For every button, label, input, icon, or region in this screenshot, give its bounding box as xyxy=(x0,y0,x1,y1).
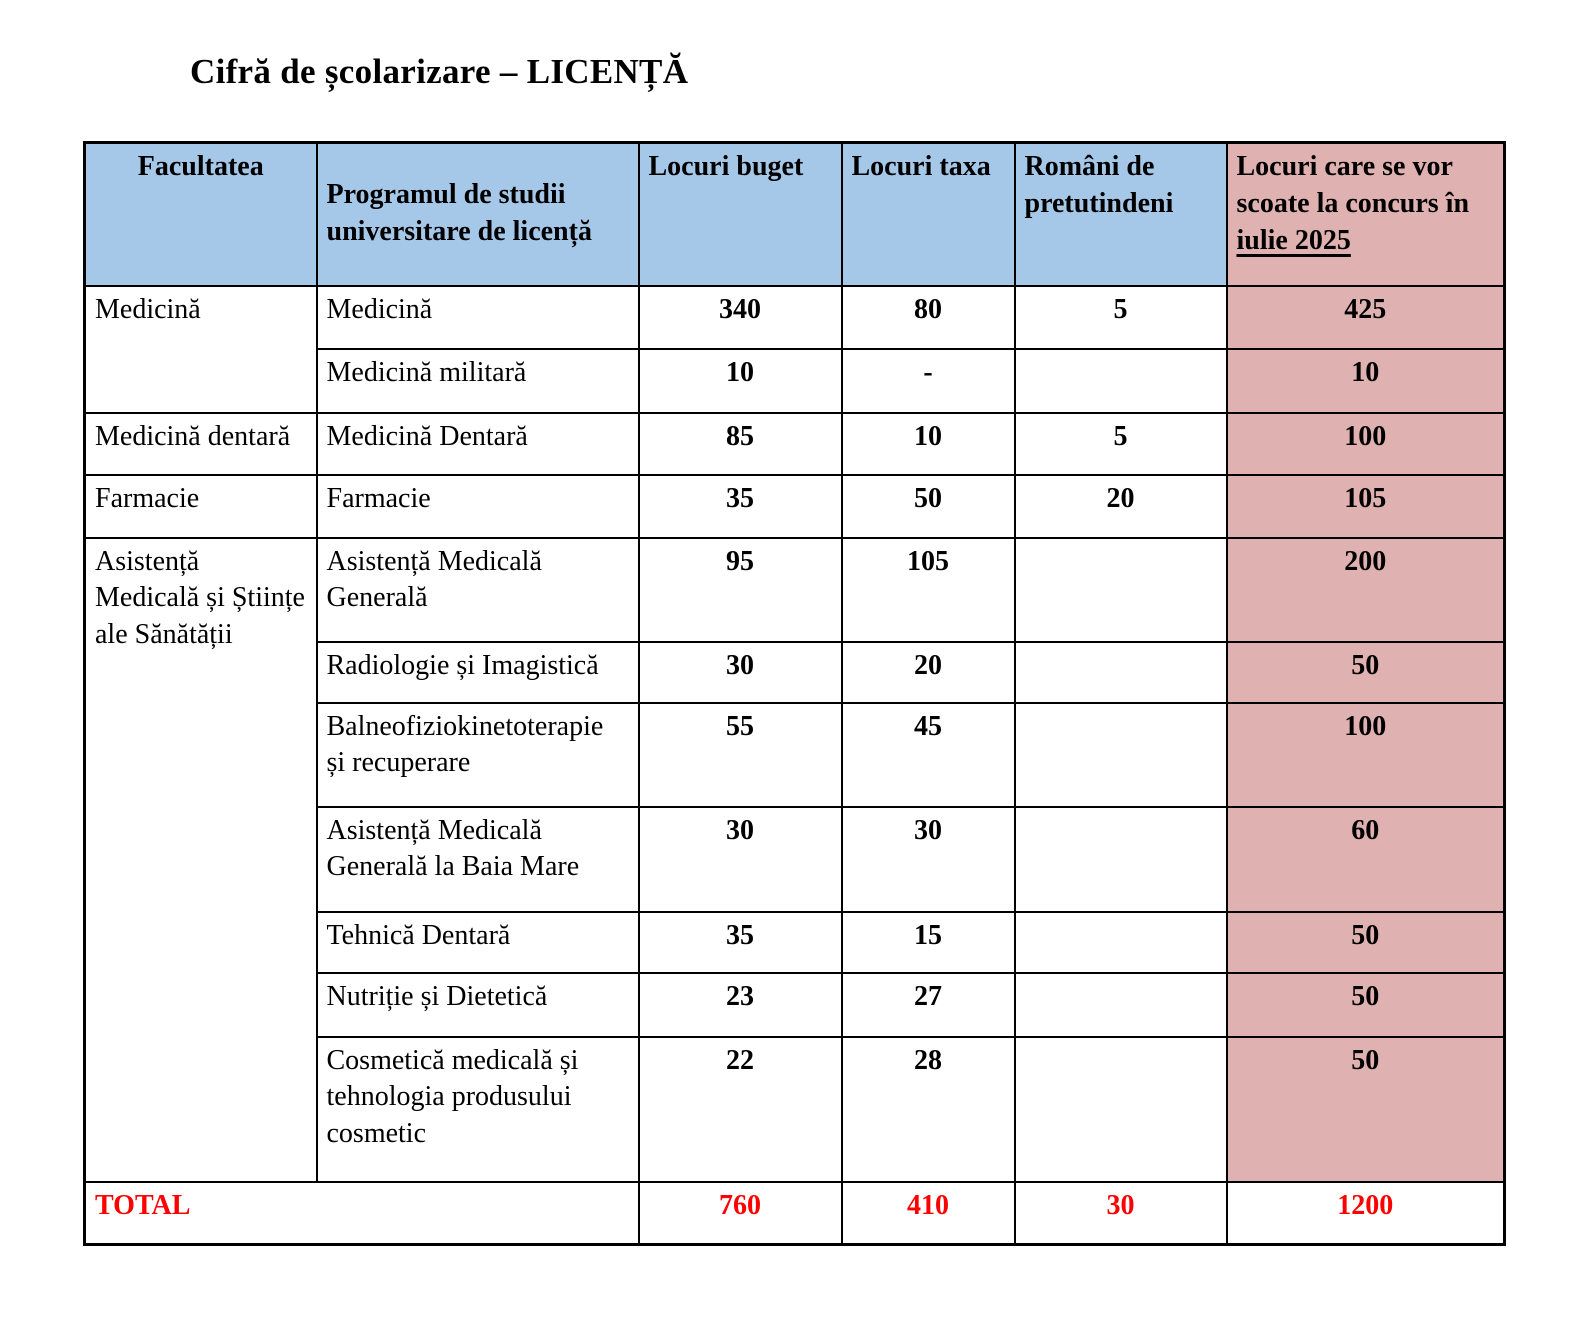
romani-cell xyxy=(1015,1037,1227,1182)
header-locuri-buget: Locuri buget xyxy=(639,143,842,286)
program-cell: Balneofiziokinetoterapie și recuperare xyxy=(317,703,639,807)
faculty-cell: Asistență Medicală și Științe ale Sănătății xyxy=(85,538,317,1182)
faculty-cell: Medicină dentară xyxy=(85,413,317,475)
program-cell: Tehnică Dentară xyxy=(317,912,639,973)
header-program: Programul de studii universitare de licență xyxy=(317,143,639,286)
taxa-cell: 28 xyxy=(842,1037,1015,1182)
page-title: Cifră de școlarizare – LICENȚĂ xyxy=(190,52,689,91)
concurs-cell: 100 xyxy=(1227,413,1505,475)
table-row xyxy=(85,475,1505,538)
header-concurs-date: iulie 2025 xyxy=(1236,224,1351,256)
taxa-cell: 80 xyxy=(842,286,1015,349)
buget-cell: 35 xyxy=(639,475,842,538)
taxa-cell: 105 xyxy=(842,538,1015,642)
romani-cell: 20 xyxy=(1015,475,1227,538)
total-row xyxy=(85,1182,1505,1245)
program-cell: Medicină Dentară xyxy=(317,413,639,475)
program-cell: Medicină militară xyxy=(317,349,639,413)
enrollment-table xyxy=(83,141,1506,1246)
program-cell: Cosmetică medicală și tehnologia produsului cosmetic xyxy=(317,1037,639,1182)
header-row xyxy=(85,143,1505,286)
concurs-cell: 100 xyxy=(1227,703,1505,807)
concurs-cell: 425 xyxy=(1227,286,1505,349)
romani-cell: 5 xyxy=(1015,413,1227,475)
header-locuri-taxa: Locuri taxa xyxy=(842,143,1015,286)
concurs-cell: 50 xyxy=(1227,912,1505,973)
taxa-cell: 15 xyxy=(842,912,1015,973)
total-romani: 30 xyxy=(1015,1182,1227,1245)
taxa-cell: 20 xyxy=(842,642,1015,703)
romani-cell: 5 xyxy=(1015,286,1227,349)
romani-cell xyxy=(1015,807,1227,912)
header-facultatea: Facultatea xyxy=(85,143,317,286)
taxa-cell: 50 xyxy=(842,475,1015,538)
header-concurs xyxy=(1227,143,1505,286)
faculty-cell: Medicină xyxy=(85,286,317,413)
concurs-cell: 10 xyxy=(1227,349,1505,413)
buget-cell: 30 xyxy=(639,642,842,703)
concurs-cell: 50 xyxy=(1227,1037,1505,1182)
buget-cell: 30 xyxy=(639,807,842,912)
buget-cell: 95 xyxy=(639,538,842,642)
taxa-cell: - xyxy=(842,349,1015,413)
buget-cell: 35 xyxy=(639,912,842,973)
buget-cell: 85 xyxy=(639,413,842,475)
program-cell: Farmacie xyxy=(317,475,639,538)
buget-cell: 23 xyxy=(639,973,842,1037)
concurs-cell: 60 xyxy=(1227,807,1505,912)
total-buget: 760 xyxy=(639,1182,842,1245)
header-romani: Români de pretutindeni xyxy=(1015,143,1227,286)
total-concurs: 1200 xyxy=(1227,1182,1505,1245)
program-cell: Radiologie și Imagistică xyxy=(317,642,639,703)
program-cell: Asistență Medicală Generală la Baia Mare xyxy=(317,807,639,912)
taxa-cell: 27 xyxy=(842,973,1015,1037)
taxa-cell: 10 xyxy=(842,413,1015,475)
buget-cell: 340 xyxy=(639,286,842,349)
romani-cell xyxy=(1015,703,1227,807)
romani-cell xyxy=(1015,912,1227,973)
concurs-cell: 50 xyxy=(1227,642,1505,703)
buget-cell: 10 xyxy=(639,349,842,413)
header-concurs-text: Locuri care se vor scoate la concurs în xyxy=(1236,151,1470,219)
concurs-cell: 50 xyxy=(1227,973,1505,1037)
table-row xyxy=(85,538,1505,642)
taxa-cell: 30 xyxy=(842,807,1015,912)
romani-cell xyxy=(1015,973,1227,1037)
buget-cell: 55 xyxy=(639,703,842,807)
romani-cell xyxy=(1015,538,1227,642)
faculty-cell: Farmacie xyxy=(85,475,317,538)
taxa-cell: 45 xyxy=(842,703,1015,807)
buget-cell: 22 xyxy=(639,1037,842,1182)
table-row xyxy=(85,413,1505,475)
romani-cell xyxy=(1015,642,1227,703)
romani-cell xyxy=(1015,349,1227,413)
total-label: TOTAL xyxy=(85,1182,639,1245)
concurs-cell: 105 xyxy=(1227,475,1505,538)
program-cell: Asistență Medicală Generală xyxy=(317,538,639,642)
total-taxa: 410 xyxy=(842,1182,1015,1245)
table-row xyxy=(85,286,1505,349)
concurs-cell: 200 xyxy=(1227,538,1505,642)
program-cell: Nutriție și Dietetică xyxy=(317,973,639,1037)
program-cell: Medicină xyxy=(317,286,639,349)
